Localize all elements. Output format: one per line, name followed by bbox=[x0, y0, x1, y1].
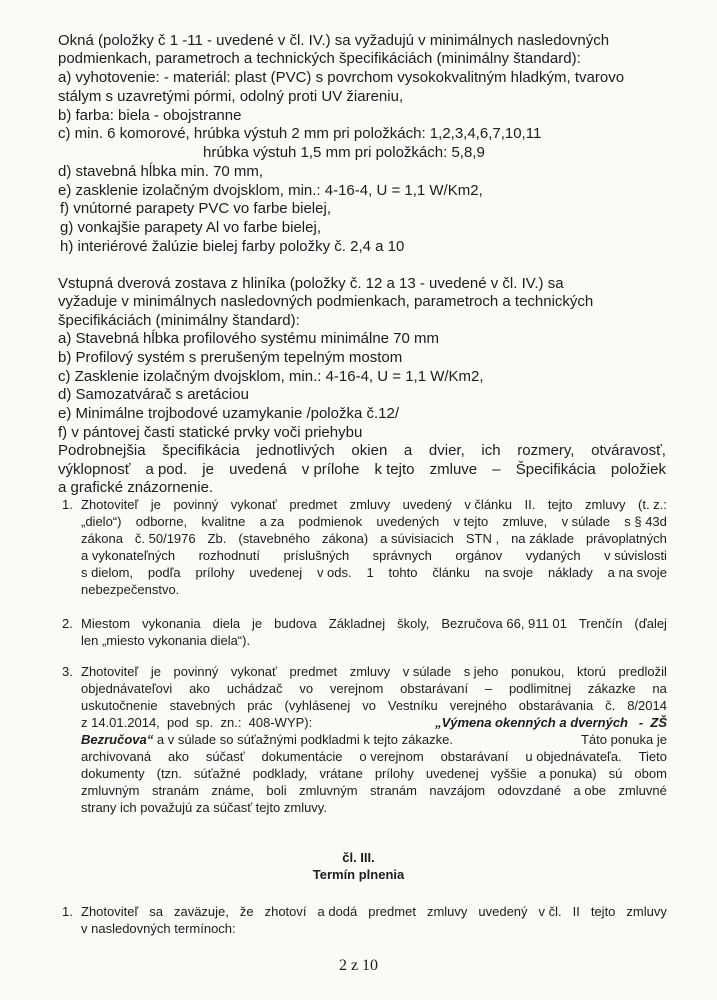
doors-spec-line: výklopnosť a pod. je uvedená v prílohe k tejto zmluve – Špecifikácia položiek bbox=[58, 461, 666, 478]
doors-line: d) Samozatvárač s aretáciou bbox=[58, 386, 249, 403]
item-line: Miestom vykonania diela je budova Základnej školy, Bezručova 66, 911 01 Trenčín (ďalej bbox=[81, 616, 667, 631]
windows-line: d) stavebná hĺbka min. 70 mm, bbox=[58, 163, 264, 180]
item-line: s dielom, podľa prílohy uvedenej v ods. 1 tohto článku na svoje náklady a na svoje bbox=[81, 565, 667, 580]
item-line: dokumenty (tzn. súťažné podklady, vrátane prílohy uvedenej vyššie a ponuka) sú obom bbox=[81, 766, 667, 781]
doors-line: b) Profilový systém s prerušeným tepelným mostom bbox=[58, 349, 403, 366]
windows-line: e) zasklenie izolačným dvojsklom, min.: 4-16-4, U = 1,1 W/Km2, bbox=[58, 182, 483, 199]
item-line: Zhotoviteľ je povinný vykonať predmet zmluvy uvedený v článku II. tejto zmluvy (t. z.: bbox=[81, 497, 667, 512]
item-line: objednávateľovi ako uchádzač vo verejnom obstarávaní – podlimitnej zákazke na bbox=[81, 681, 667, 696]
doors-line: špecifikáciách (minimálny štandard): bbox=[58, 312, 300, 329]
doors-spec-line: a grafické znázornenie. bbox=[58, 479, 214, 496]
windows-line: a) vyhotovenie: - materiál: plast (PVC) s povrchom vysokokvalitným hladkým, tvarovo bbox=[58, 69, 625, 86]
item-line: zmluvným stranám známe, boli zmluvným stranám navzájom odovzdané a obe zmluvné bbox=[81, 783, 667, 798]
item-line: nebezpečenstvo. bbox=[81, 582, 180, 597]
doors-line: f) v pántovej časti statické prvky voči priehybu bbox=[58, 424, 363, 441]
item-line: v nasledovných termínoch: bbox=[81, 921, 236, 936]
item-line: zákona č. 50/1976 Zb. (stavebného zákona) a súvisiacich STN , na základe právoplatných bbox=[81, 531, 667, 546]
item-line: len „miesto vykonania diela“). bbox=[81, 633, 251, 648]
windows-line: c) min. 6 komorové, hrúbka výstuh 2 mm pri položkách: 1,2,3,4,6,7,10,11 bbox=[58, 125, 542, 142]
section-title: Termín plnenia bbox=[312, 867, 405, 882]
tender-title: „Výmena okenných a dverných - ZŠ bbox=[435, 715, 667, 730]
windows-line: g) vonkajšie parapety Al vo farbe bielej, bbox=[60, 219, 321, 236]
doors-spec-line: Podrobnejšia špecifikácia jednotlivých okien a dvier, ich rozmery, otváravosť, bbox=[58, 442, 666, 459]
item-line: strany ich považujú za súčasť tejto zmluvy. bbox=[81, 800, 327, 815]
item-number: 1. bbox=[62, 904, 73, 919]
item-line: z 14.01.2014, pod sp. zn.: 408-WYP): „Výmena okenných a dverných - ZŠ bbox=[81, 715, 667, 730]
item-line: Zhotoviteľ je povinný vykonať predmet zmluvy v súlade s jeho ponukou, ktorú predložil bbox=[81, 664, 667, 679]
windows-line: h) interiérové žalúzie bielej farby položky č. 2,4 a 10 bbox=[60, 238, 405, 255]
doors-line: c) Zasklenie izolačným dvojsklom, min.: 4-16-4, U = 1,1 W/Km2, bbox=[58, 368, 484, 385]
item-number: 3. bbox=[62, 664, 73, 679]
windows-line: b) farba: biela - obojstranne bbox=[58, 107, 242, 124]
doors-line: e) Minimálne trojbodové uzamykanie /položka č.12/ bbox=[58, 405, 400, 422]
windows-line: Okná (položky č 1 -11 - uvedené v čl. IV.) sa vyžadujú v minimálnych nasledovných bbox=[58, 32, 610, 49]
item-number: 1. bbox=[62, 497, 73, 512]
item-line: Bezručova“ a v súlade so súťažnými podkladmi k tejto zákazke. Táto ponuka je bbox=[81, 732, 667, 747]
item-line: Zhotoviteľ sa zaväzuje, že zhotoví a dodá predmet zmluvy uvedený v čl. II tejto zmluvy bbox=[81, 904, 667, 919]
item-line: archivovaná ako súčasť dokumentácie o verejnom obstarávaní u objednávateľa. Tieto bbox=[81, 749, 667, 764]
windows-line: hrúbka výstuh 1,5 mm pri položkách: 5,8,9 bbox=[203, 144, 485, 161]
windows-line: stálym s uzavretými pórmi, odolný proti UV žiareniu, bbox=[58, 88, 404, 105]
item-line: „dielo“) odborne, kvalitne a za podmienok uvedených v tejto zmluve, v súlade s § 43d bbox=[81, 514, 667, 529]
windows-line: podmienkach, parametroch a technických špecifikáciách (minimálny štandard): bbox=[58, 50, 581, 67]
item-line: uskutočnenie stavebných prác (vyhlásenej vo Vestníku verejného obstarávania č. 8/2014 bbox=[81, 698, 667, 713]
windows-line: f) vnútorné parapety PVC vo farbe bielej, bbox=[60, 200, 331, 217]
item-number: 2. bbox=[62, 616, 73, 631]
section-number: čl. III. bbox=[342, 850, 375, 865]
doors-line: a) Stavebná hĺbka profilového systému minimálne 70 mm bbox=[58, 330, 440, 347]
tender-title-end: Bezručova“ bbox=[81, 732, 154, 747]
page-number: 2 z 10 bbox=[338, 957, 379, 974]
doors-line: Vstupná dverová zostava z hliníka (položky č. 12 a 13 - uvedené v čl. IV.) sa bbox=[58, 275, 564, 292]
doors-line: vyžaduje v minimálnych nasledovných podmienkach, parametroch a technických bbox=[58, 293, 594, 310]
item-line: a vykonateľných rozhodnutí príslušných správnych orgánov vydaných v súvislosti bbox=[81, 548, 667, 563]
